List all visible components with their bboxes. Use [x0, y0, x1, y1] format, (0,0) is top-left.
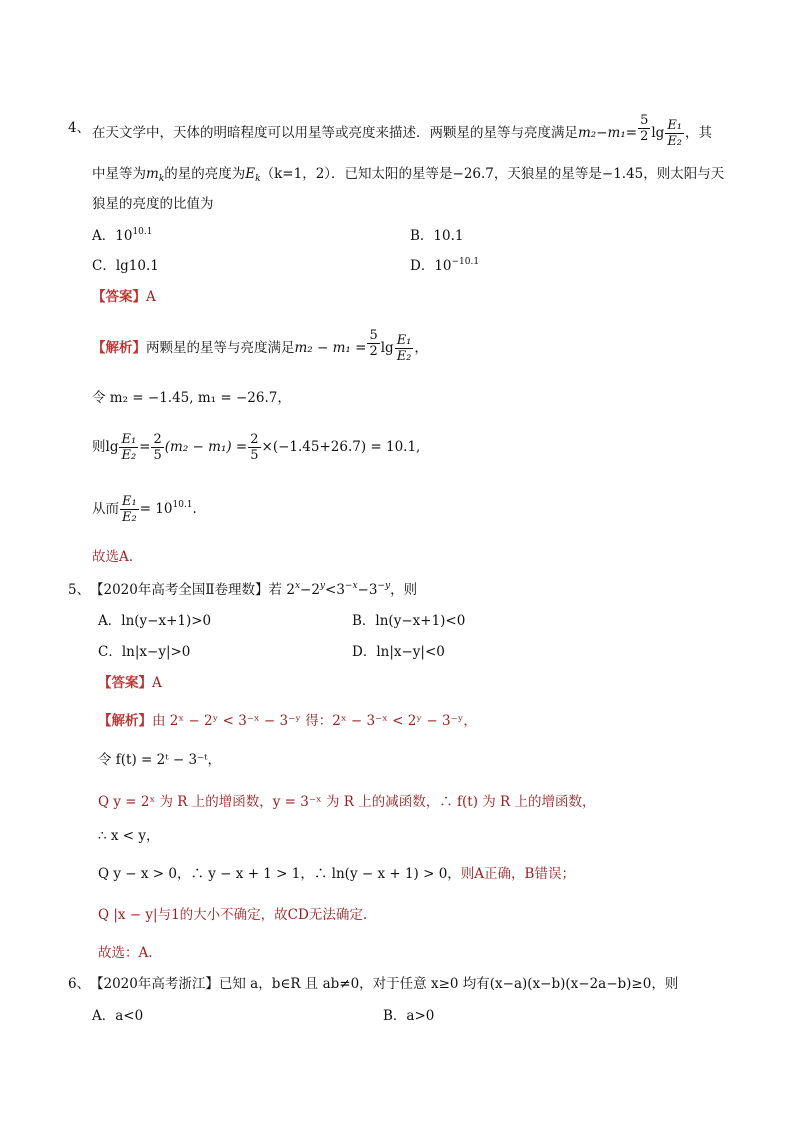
q4-stem-text: 在天文学中，天体的明暗程度可以用星等或亮度来描述．两颗星的星等与亮度满足: [92, 125, 578, 141]
q5-option-b[interactable]: B．ln(y−x+1)<0: [352, 613, 466, 629]
q5-analysis-line2: 令 f(t) = 2ᵗ − 3⁻ᵗ，: [98, 752, 221, 768]
q5-stem: 【2020年高考全国Ⅱ卷理数】若 $2^x-2^y<3^{-x}-3^{-y}$，则: [90, 581, 418, 598]
answer-value: A: [146, 289, 156, 305]
q5-analysis-line4: ∴ x < y，: [98, 828, 160, 844]
q5-option-d[interactable]: D．ln|x−y|<0: [352, 644, 445, 660]
q4-conclusion: 故选A.: [92, 549, 134, 565]
q4-number: 4、: [68, 120, 91, 136]
q4-frac-5-2: $\frac{5}{2}$: [640, 113, 649, 144]
q5-analysis-line3: Q y = 2ˣ 为 R 上的增函数，y = 3⁻ˣ 为 R 上的减函数，∴ f(t) 为 R 上的增函数，: [98, 794, 596, 810]
q4-option-c[interactable]: C．lg10.1: [92, 258, 159, 274]
q4-option-a[interactable]: A．$10^{10.1}$: [92, 227, 153, 244]
q4-analysis-line3: 则lg $\frac{\text{E₁}}{\text{E₂}}$ = $\frac{2}{5}$ (m₂ − m₁) = $\frac{2}{5}$ ×(−1.45+26.7) = 10.1,: [92, 432, 421, 463]
q6-number: 6、: [68, 976, 91, 992]
q4-option-d[interactable]: D．$10^{-10.1}$: [410, 257, 480, 274]
q5-number: 5、: [68, 582, 91, 598]
q5-option-c[interactable]: C．ln|x−y|>0: [98, 644, 191, 660]
q5-source: 【2020年高考全国Ⅱ卷理数】: [90, 582, 269, 598]
q4-stem-line1: 在天文学中，天体的明暗程度可以用星等或亮度来描述．两颗星的星等与亮度满足m₂−m₁= $\frac{5}{2}$ lg $\frac{\text{E₁}}{\text{E₂}}$ ，其: [92, 113, 713, 149]
q4-formula-left: m₂−m₁=: [578, 125, 638, 141]
answer-tag: 【答案】: [92, 289, 146, 305]
q4-analysis-line2: 令 m₂ = −1.45, m₁ = −26.7，: [92, 390, 291, 406]
q4-option-b[interactable]: B．10.1: [410, 228, 464, 244]
q6-stem: 【2020年高考浙江】已知 a，b∈R 且 ab≠0，对于任意 x≥0 均有(x−a)(x−b)(x−2a−b)≥0，则: [90, 976, 679, 992]
q4-stem-line2: 中星等为$m_k$的星的亮度为$E_k(k=1$，2）．已知太阳的星等是−26.7，天狼星的星等是−1.45，则太阳与天: [92, 166, 725, 184]
q6-source: 【2020年高考浙江】: [90, 976, 219, 992]
q5-option-a[interactable]: A．ln(y−x+1)>0: [98, 613, 212, 629]
q4-frac-e1-e2: $\frac{\text{E₁}}{\text{E₂}}$: [667, 118, 683, 149]
q6-option-a[interactable]: A．a<0: [92, 1008, 144, 1024]
q4-analysis-line4: 从而 $\frac{\text{E₁}}{\text{E₂}}$ = $10^{10.1}$.: [92, 494, 197, 525]
q4-lg: lg: [651, 125, 665, 141]
q5-conclusion: 故选：A.: [98, 945, 153, 961]
q5-analysis-line1: 【解析】由 2ˣ − 2ʸ < 3⁻ˣ − 3⁻ʸ 得：2ˣ − 3⁻ˣ < 2ʸ − 3⁻ʸ，: [98, 713, 477, 729]
q5-answer: 【答案】A: [98, 675, 162, 691]
q5-analysis-line5: Q y − x > 0，∴ y − x + 1 > 1，∴ ln(y − x + 1) > 0，则A正确，B错误；: [98, 866, 575, 882]
analysis-tag: 【解析】: [92, 340, 146, 356]
q4-stem-line3: 狼星的亮度的比值为: [92, 196, 214, 212]
q6-option-b[interactable]: B．a>0: [383, 1008, 435, 1024]
q5-analysis-line6: Q |x − y|与1的大小不确定，故CD无法确定.: [98, 907, 368, 923]
q4-analysis-line1: 【解析】两颗星的星等与亮度满足m₂ − m₁ = $\frac{5}{2}$ lg $\frac{\text{E₁}}{\text{E₂}}$ ，: [92, 328, 428, 364]
q4-answer: [92, 287, 156, 307]
